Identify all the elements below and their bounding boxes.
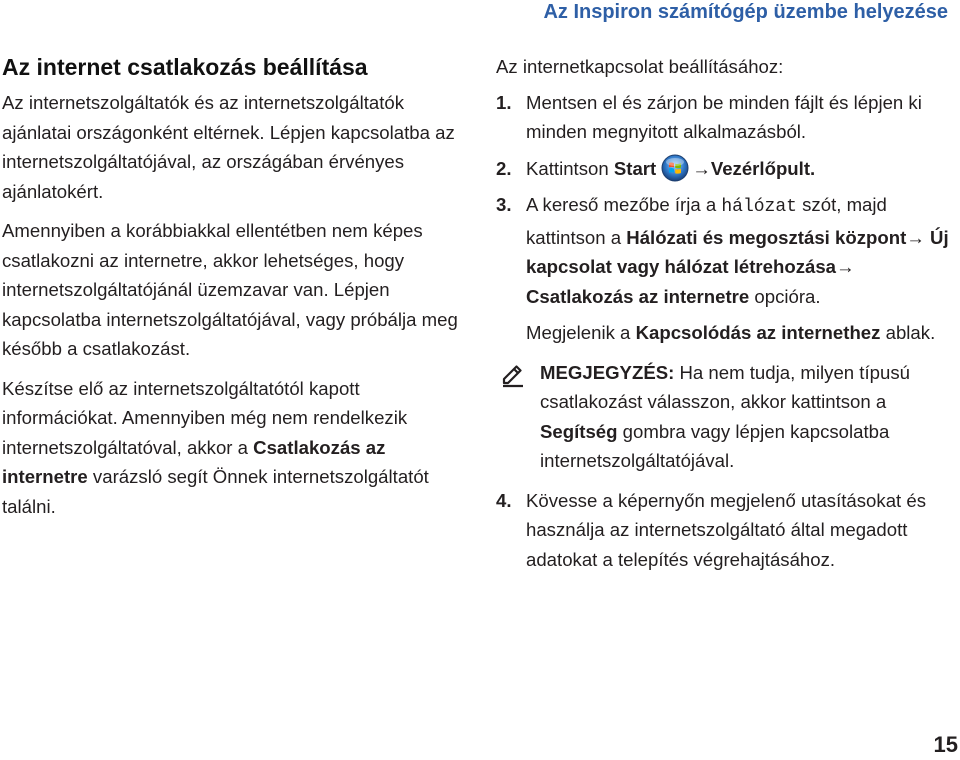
network-center-label: Hálózati és megosztási központ xyxy=(626,226,907,248)
note-text-end: gombra vagy lépjen kapcsolatba internetszolgáltatójával. xyxy=(540,420,890,471)
paragraph-outage: Amennyiben a korábbiakkal ellentétben nem képes csatlakozni az internetre, akkor lehetséges, hogy internetszolgáltatójánál üzemzavar van. Lépjen kapcsolatba internetszolgáltatójával, vagy próbálja meg később a csatlakozást. xyxy=(2,220,458,359)
arrow-glyph: → xyxy=(692,157,711,179)
paragraph-providers: Az internetszolgáltatók és az internetszolgáltatók ajánlatai országonként eltérnek. Lépjen kapcsolatba az internetszolgáltatójával, az országában érvényes ajánlatokért. xyxy=(2,92,455,202)
help-button-name: Segítség xyxy=(540,420,618,442)
window-appears-c: ablak. xyxy=(880,322,936,343)
steps-intro: Az internetkapcsolat beállításához: xyxy=(496,56,784,77)
step-text: A kereső mezőbe írja a xyxy=(526,194,722,215)
step-number: 2. xyxy=(496,157,512,179)
connect-wizard-name: Csatlakozás az internetre xyxy=(2,436,386,487)
page-number: 15 xyxy=(933,732,958,757)
step-end: . xyxy=(810,157,816,179)
note-block xyxy=(496,358,958,476)
start-label: Start xyxy=(613,157,657,179)
pencil-note-icon xyxy=(500,362,526,388)
step-number: 1. xyxy=(496,91,512,113)
step-text: Kövesse a képernyőn megjelenő utasításokat és használja az internetszolgáltató által megadott adatokat a telepítés végrehajtásához. xyxy=(526,489,927,570)
step-text: Kattintson xyxy=(526,157,614,179)
arrow-glyph: → xyxy=(836,256,855,277)
section-title: Az internet csatlakozás beállítása xyxy=(2,54,368,80)
step-4 xyxy=(496,486,958,575)
step-number: 3. xyxy=(496,194,512,215)
control-panel-label: Vezérlőpult xyxy=(710,157,811,179)
new-connection-label: Új kapcsolat vagy hálózat létrehozása xyxy=(526,226,949,277)
note-text: Ha nem tudja, milyen típusú csatlakozást válasszon, akkor kattintson a xyxy=(540,361,910,412)
step-3 xyxy=(496,190,958,311)
paragraph-prepare-end: varázsló segít Önnek internetszolgáltatót találni. xyxy=(2,466,429,517)
windows-start-orb-icon xyxy=(660,154,690,182)
step-number: 4. xyxy=(496,489,512,511)
running-header: Az Inspiron számítógép üzembe helyezése xyxy=(543,1,948,23)
window-name: Kapcsolódás az internethez xyxy=(635,322,881,343)
left-column xyxy=(2,52,470,531)
step-2 xyxy=(496,154,958,184)
paragraph-prepare xyxy=(2,374,470,522)
search-keyword: hálózat xyxy=(721,197,797,217)
note-label: MEGJEGYZÉS: xyxy=(540,361,675,383)
right-column xyxy=(496,52,958,581)
step-text: Mentsen el és zárjon be minden fájlt és lépjen ki minden megnyitott alkalmazásból. xyxy=(526,91,922,142)
window-appears-a: Megjelenik a xyxy=(526,322,636,343)
step-text-b: szót, majd kattintson a xyxy=(526,194,887,248)
step-text-f: opcióra. xyxy=(749,285,821,307)
window-appears-text xyxy=(496,318,958,348)
arrow-glyph: → xyxy=(906,226,925,248)
connect-internet-label: Csatlakozás az internetre xyxy=(526,285,750,307)
paragraph-prepare-text: Készítse elő az internetszolgáltatótól kapott információkat. Amennyiben még nem rendelkezik internetszolgáltatóval, akkor a xyxy=(2,377,408,458)
step-1 xyxy=(496,88,958,147)
